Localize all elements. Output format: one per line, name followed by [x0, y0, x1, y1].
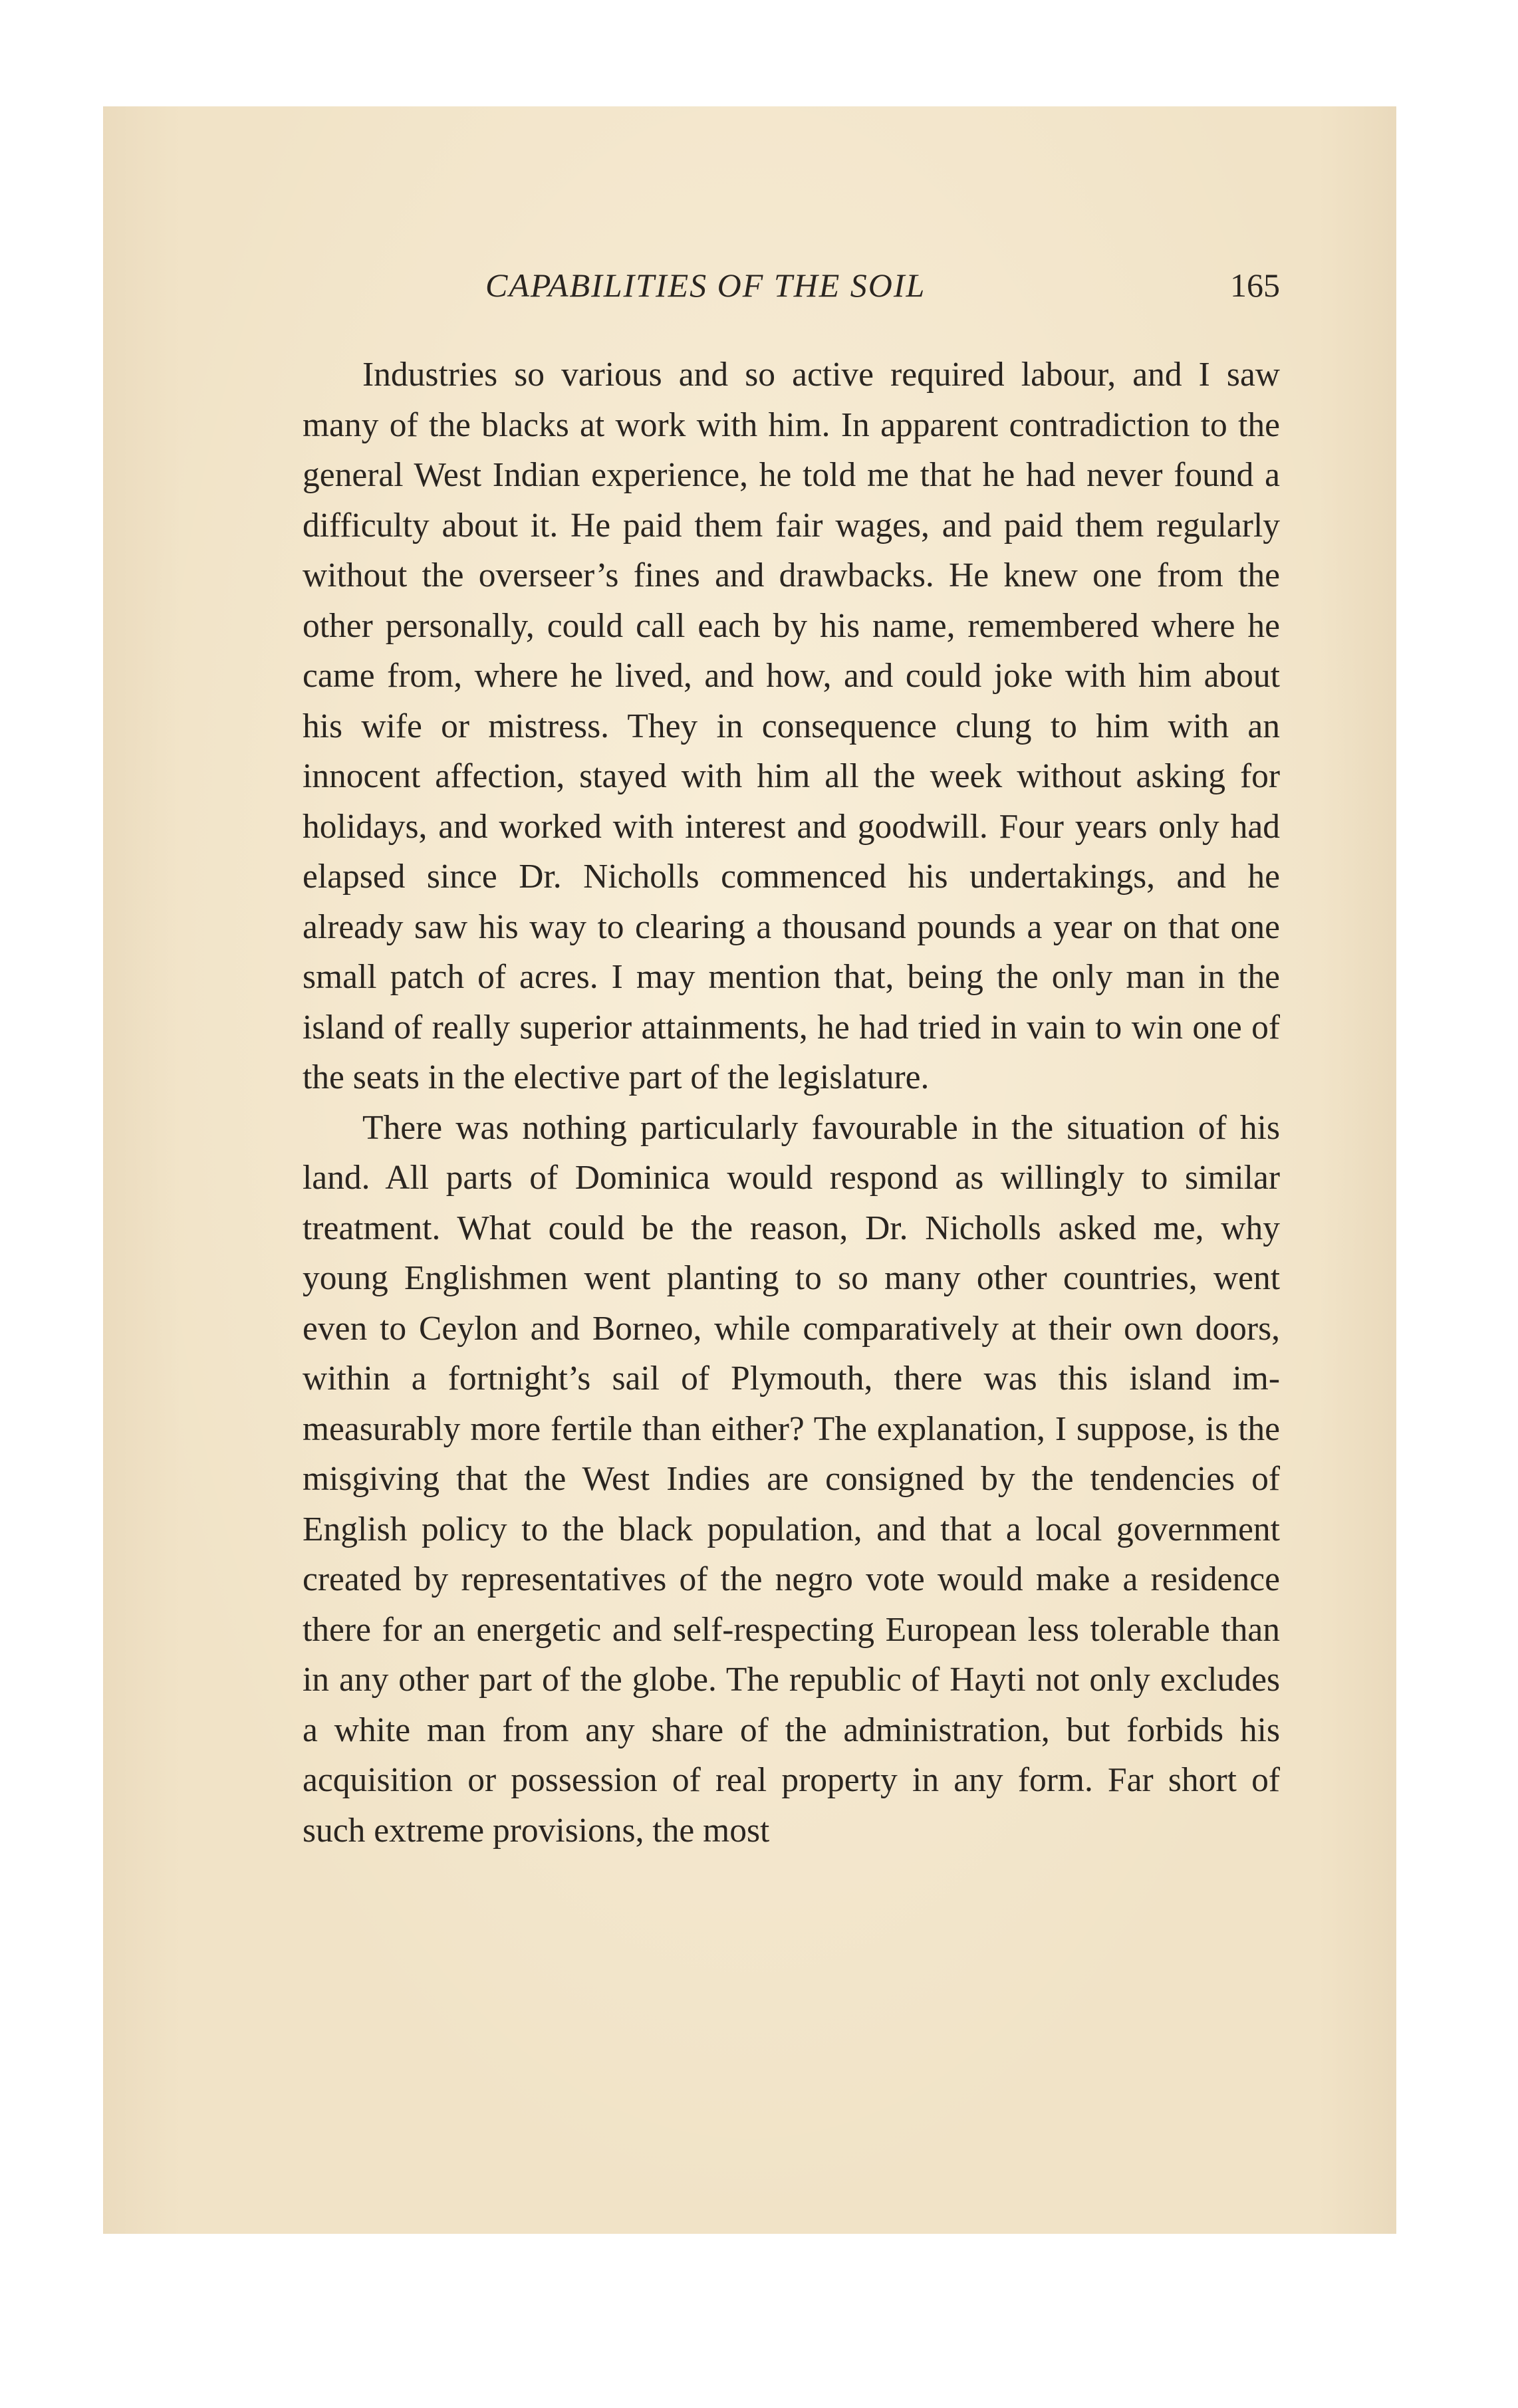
- page-number: 165: [1230, 267, 1280, 304]
- paragraph-2: There was nothing particularly favourable in the situation of his land. All parts of Dominica would respond as willingly to similar treatment. What could be the reason, Dr. Nicholls asked me, why young Englishmen went planting to so many other countries, went even to Ceylon and Borneo, while comparatively at their own doors, within a fortnight’s sail of Plymouth, there was this island immeasurably more fertile than either? The explanation, I suppose, is the misgiving that the West Indies are consigned by the tendencies of English policy to the black population, and that a local government created by representatives of the negro vote would make a residence there for an energetic and self-respecting European less tolerable than in any other part of the globe. The republic of Hayti not only excludes a white man from any share of the administration, but forbids his acquisition or possession of real property in any form. Far short of such extreme provisions, the most: [303, 1108, 1280, 1850]
- page-text-block: [303, 266, 1280, 1856]
- book-page: [103, 106, 1396, 2234]
- paragraph-1: Industries so various and so active required labour, and I saw many of the blacks at work with him. In apparent contradiction to the general West Indian experience, he told me that he had never found a difficulty about it. He paid them fair wages, and paid them regularly without the overseer’s fines and drawbacks. He knew one from the other personally, could call each by his name, remembered where he came from, where he lived, and how, and could joke with him about his wife or mistress. They in consequence clung to him with an innocent affection, stayed with him all the week without asking for holidays, and worked with interest and goodwill. Four years only had elapsed since Dr. Nicholls commenced his undertakings, and he already saw his way to clearing a thousand pounds a year on that one small patch of acres. I may mention that, being the only man in the island of really superior attainments, he had tried in vain to win one of the seats in the elective part of the legislature.: [303, 356, 1280, 1096]
- chapter-running-title: CAPABILITIES OF THE SOIL: [485, 267, 926, 304]
- running-head: [303, 266, 1280, 326]
